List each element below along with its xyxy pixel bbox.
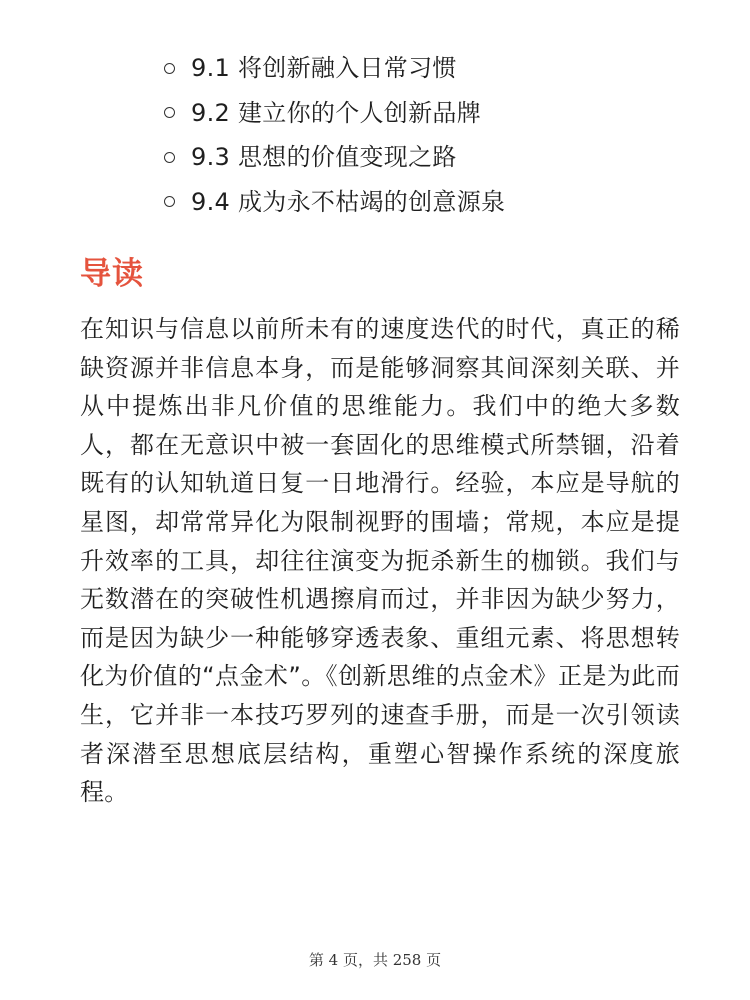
- toc-item-9-1: [160, 46, 720, 91]
- page-number-footer: 第 4 页，共 258 页: [308, 951, 442, 969]
- section-heading: 导读: [80, 256, 144, 292]
- intro-paragraph: 在知识与信息以前所未有的速度迭代的时代，真正的稀缺资源并非信息本身，而是能够洞察其间深刻关联、并从中提炼出非凡价值的思维能力。我们中的绝大多数人，都在无意识中被一套固化的思维模式所禁锢，沿着既有的认知轨道日复一日地滑行。经验，本应是导航的星图，却常常异化为限制视野的围墙；常规，本应是提升效率的工具，却往往演变为扼杀新生的枷锁。我们与无数潜在的突破性机遇擦肩而过，并非因为缺少努力，而是因为缺少一种能够穿透表象、重组元素、将思想转化为价值的“点金术”。《创新思维的点金术》正是为此而生，它并非一本技巧罗列的速查手册，而是一次引领读者深潜至思想底层结构，重塑心智操作系统的深度旅程。: [80, 315, 680, 807]
- toc-item-label: 9.1 将创新融入日常习惯: [191, 54, 457, 82]
- hollow-circle-bullet-icon: [164, 196, 175, 207]
- hollow-circle-bullet-icon: [164, 63, 175, 74]
- toc-item-9-2: [160, 91, 720, 136]
- table-of-contents: [160, 46, 720, 224]
- toc-item-label: 9.4 成为永不枯竭的创意源泉: [191, 187, 506, 216]
- toc-item-9-3: [160, 135, 720, 180]
- toc-item-label: 9.2 建立你的个人创新品牌: [191, 98, 481, 127]
- hollow-circle-bullet-icon: [164, 152, 175, 163]
- toc-item-9-4: [160, 180, 720, 225]
- hollow-circle-bullet-icon: [164, 107, 175, 118]
- toc-item-label: 9.3 思想的价值变现之路: [191, 143, 457, 171]
